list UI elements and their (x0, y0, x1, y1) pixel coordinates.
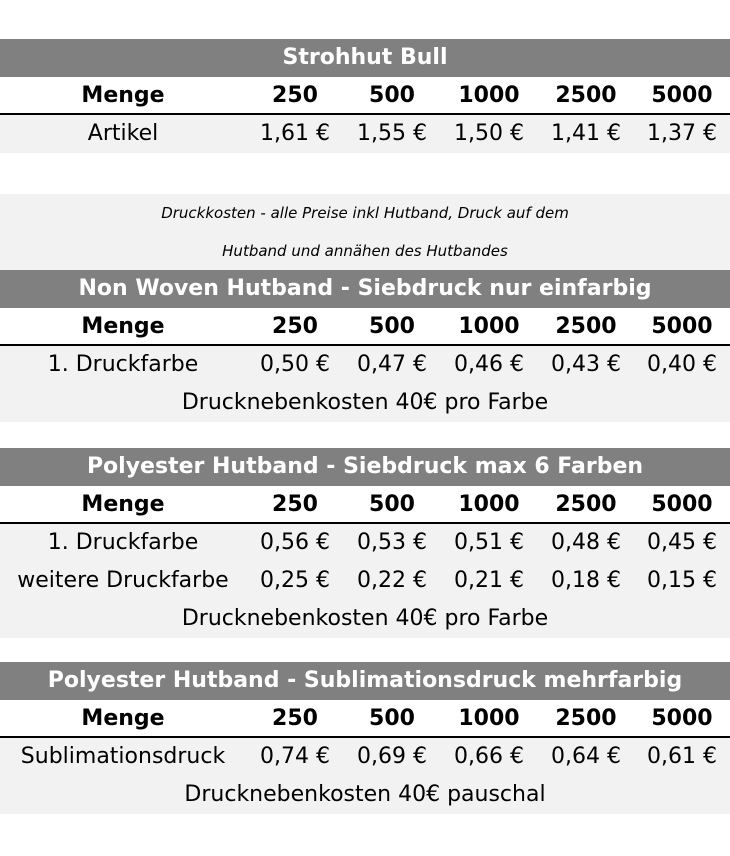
qty-5000-header: 5000 (651, 492, 713, 517)
price-cell: 1,37 € (647, 121, 717, 146)
price-cell: 0,61 € (647, 744, 717, 769)
qty-1000-header: 1000 (458, 83, 520, 108)
price-cell: 0,25 € (260, 568, 330, 593)
polyester-subli-header-row (0, 700, 730, 738)
menge-header: Menge (81, 314, 165, 339)
qty-250-header: 250 (272, 492, 318, 517)
price-cell: 0,53 € (357, 530, 427, 555)
polyester-subli-footer: Drucknebenkosten 40€ pauschal (0, 776, 730, 814)
strohhut-table (0, 39, 730, 153)
price-cell: 1,50 € (454, 121, 524, 146)
qty-250-header: 250 (272, 706, 318, 731)
print-cost-note (0, 194, 730, 270)
qty-1000-header: 1000 (458, 314, 520, 339)
qty-5000-header: 5000 (651, 706, 713, 731)
price-cell: 1,61 € (260, 121, 330, 146)
qty-1000-header: 1000 (458, 706, 520, 731)
table-row (0, 524, 730, 562)
qty-500-header: 500 (369, 706, 415, 731)
menge-header: Menge (81, 706, 165, 731)
price-cell: 0,46 € (454, 352, 524, 377)
polyester-subli-title: Polyester Hutband - Sublimationsdruck mehrfarbig (0, 662, 730, 700)
qty-250-header: 250 (272, 314, 318, 339)
qty-500-header: 500 (369, 314, 415, 339)
price-cell: 0,22 € (357, 568, 427, 593)
row-label: Artikel (87, 121, 159, 146)
polyester-sieb-table (0, 448, 730, 638)
qty-5000-header: 5000 (651, 83, 713, 108)
menge-header: Menge (81, 83, 165, 108)
menge-header: Menge (81, 492, 165, 517)
price-cell: 1,55 € (357, 121, 427, 146)
row-label: 1. Druckfarbe (47, 352, 199, 377)
price-cell: 0,64 € (551, 744, 621, 769)
qty-500-header: 500 (369, 492, 415, 517)
price-cell: 0,21 € (454, 568, 524, 593)
price-cell: 0,69 € (357, 744, 427, 769)
price-cell: 0,56 € (260, 530, 330, 555)
qty-2500-header: 2500 (555, 706, 617, 731)
polyester-sieb-title: Polyester Hutband - Siebdruck max 6 Farben (0, 448, 730, 486)
price-cell: 0,43 € (551, 352, 621, 377)
qty-2500-header: 2500 (555, 83, 617, 108)
polyester-subli-table (0, 662, 730, 814)
price-cell: 0,66 € (454, 744, 524, 769)
table-row (0, 562, 730, 600)
row-label: 1. Druckfarbe (47, 530, 199, 555)
polyester-sieb-header-row (0, 486, 730, 524)
price-cell: 0,15 € (647, 568, 717, 593)
polyester-sieb-footer: Drucknebenkosten 40€ pro Farbe (0, 600, 730, 638)
price-cell: 0,47 € (357, 352, 427, 377)
note-line-2: Hutband und annähen des Hutbandes (222, 242, 508, 260)
nonwoven-header-row (0, 308, 730, 346)
nonwoven-footer: Drucknebenkosten 40€ pro Farbe (0, 384, 730, 422)
price-cell: 0,51 € (454, 530, 524, 555)
qty-2500-header: 2500 (555, 314, 617, 339)
qty-500-header: 500 (369, 83, 415, 108)
strohhut-title: Strohhut Bull (0, 39, 730, 77)
price-cell: 0,18 € (551, 568, 621, 593)
price-cell: 0,40 € (647, 352, 717, 377)
price-cell: 0,50 € (260, 352, 330, 377)
nonwoven-title: Non Woven Hutband - Siebdruck nur einfarbig (0, 270, 730, 308)
table-row (0, 346, 730, 384)
qty-5000-header: 5000 (651, 314, 713, 339)
qty-250-header: 250 (272, 83, 318, 108)
row-label: Sublimationsdruck (20, 744, 226, 769)
qty-1000-header: 1000 (458, 492, 520, 517)
table-row (0, 738, 730, 776)
note-line-1: Druckkosten - alle Preise inkl Hutband, Druck auf dem (161, 204, 569, 222)
table-row (0, 115, 730, 153)
price-cell: 0,48 € (551, 530, 621, 555)
price-cell: 1,41 € (551, 121, 621, 146)
row-label: weitere Druckfarbe (17, 568, 229, 593)
price-cell: 0,74 € (260, 744, 330, 769)
nonwoven-table (0, 270, 730, 422)
qty-2500-header: 2500 (555, 492, 617, 517)
price-cell: 0,45 € (647, 530, 717, 555)
strohhut-header-row (0, 77, 730, 115)
